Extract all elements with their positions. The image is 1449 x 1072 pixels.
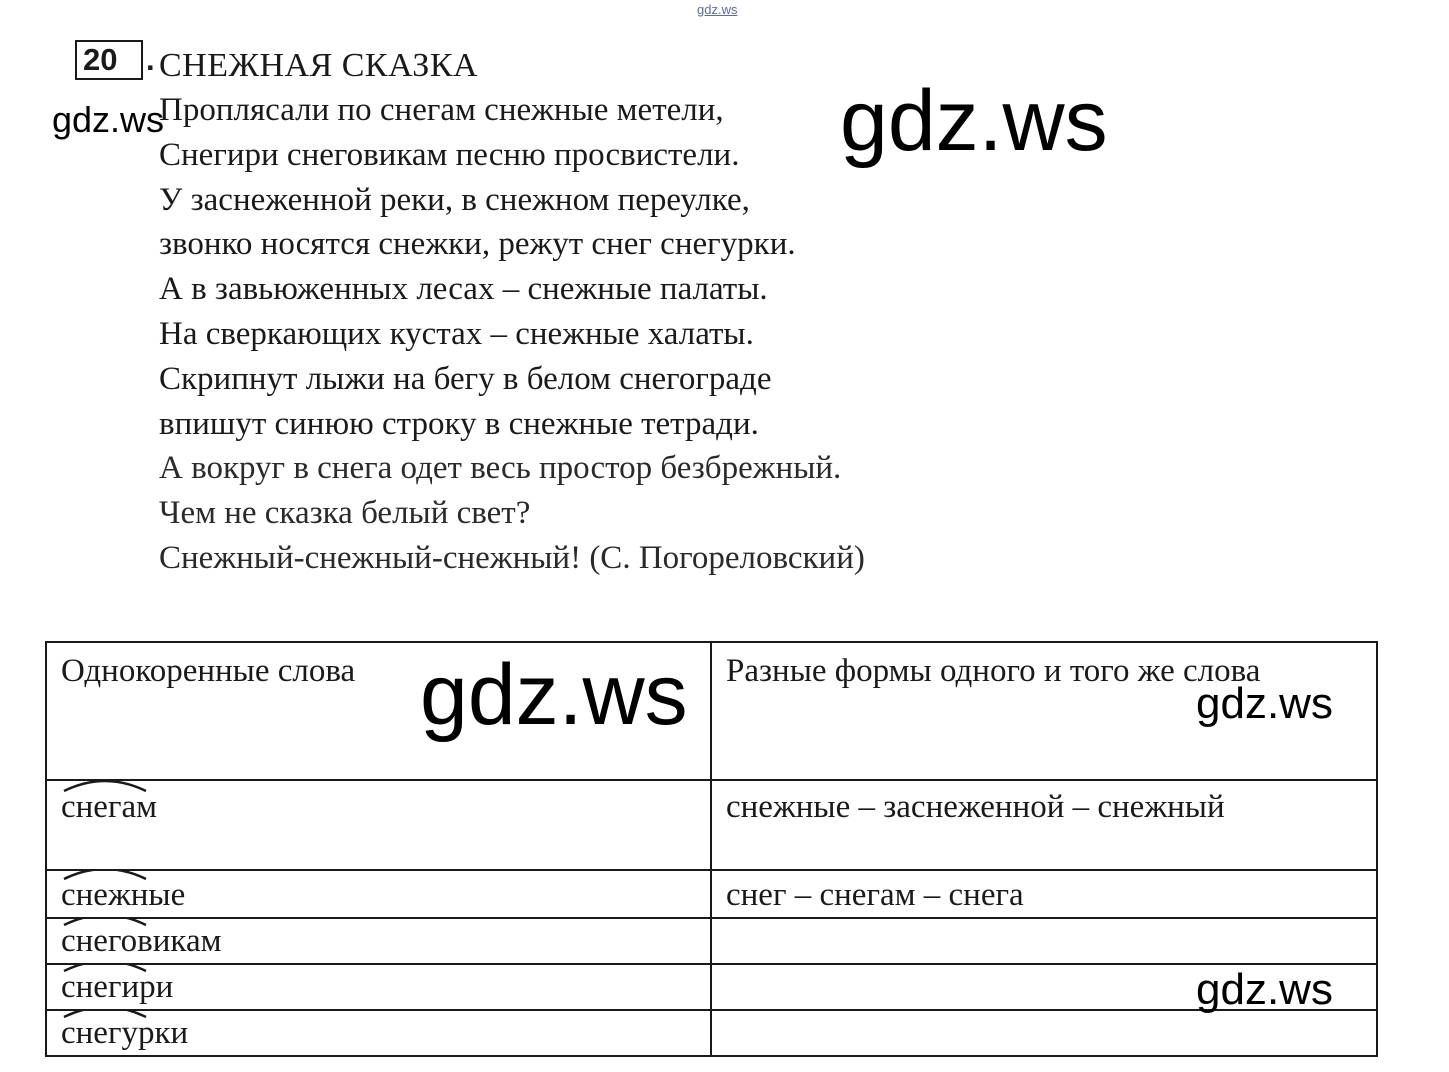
word-table xyxy=(45,641,1378,1057)
table-row xyxy=(46,1010,1377,1056)
cell-text xyxy=(711,918,1377,964)
root-arc-icon xyxy=(61,964,149,973)
poem-line: А в завьюженных лесах – снежные палаты. xyxy=(159,271,768,308)
root-arc-icon xyxy=(61,870,149,881)
root-marked-word xyxy=(61,919,221,963)
table-row xyxy=(46,918,1377,964)
root-marked-word xyxy=(61,965,173,1009)
watermark: gdz.ws xyxy=(420,647,688,743)
watermark: gdz.ws xyxy=(840,73,1108,169)
root-arc-icon xyxy=(61,918,149,927)
poem-line: У заснеженной реки, в снежном переулке, xyxy=(159,181,750,218)
header-word-forms: Разные формы одного и того же слова xyxy=(711,642,1377,780)
poem-line: Снежный-снежный-снежный! (С. Погореловский) xyxy=(159,539,865,576)
poem-line: Скрипнут лыжи на бегу в белом снегограде xyxy=(159,360,772,397)
cell-text: снегири xyxy=(61,969,174,1005)
cell-text: снегам xyxy=(61,789,158,825)
poem xyxy=(159,88,865,581)
watermark: gdz.ws xyxy=(1196,965,1333,1014)
table-header-row xyxy=(46,642,1377,780)
watermark: gdz.ws xyxy=(52,99,165,140)
table-row xyxy=(46,964,1377,1010)
root-arc-icon xyxy=(61,1010,149,1019)
header-same-root: Однокоренные слова xyxy=(46,642,711,780)
root-marked-word xyxy=(61,1011,188,1055)
watermark: gdz.ws xyxy=(1196,679,1333,728)
poem-line: На сверкающих кустах – снежные халаты. xyxy=(159,315,754,352)
table-row xyxy=(46,780,1377,870)
top-watermark: gdz.ws xyxy=(697,2,738,17)
cell-text xyxy=(711,1010,1377,1056)
exercise-number-suffix: . xyxy=(146,42,155,77)
poem-line: впишут синюю строку в снежные тетради. xyxy=(159,405,759,442)
table-row xyxy=(46,870,1377,918)
root-marked-word xyxy=(61,873,185,917)
poem-line: Чем не сказка белый свет? xyxy=(159,495,531,532)
exercise-number: 20 xyxy=(75,40,143,80)
poem-line: А вокруг в снега одет весь простор безбрежный. xyxy=(159,450,842,487)
cell-text: снег – снегам – снега xyxy=(711,870,1377,918)
cell-text: снежные xyxy=(61,877,186,913)
poem-title: СНЕЖНАЯ СКАЗКА xyxy=(159,47,479,84)
poem-line: звонко носятся снежки, режут снег снегурки. xyxy=(159,226,796,263)
poem-line: Проплясали по снегам снежные метели, xyxy=(159,92,724,128)
cell-text: снежные – заснеженной – снежный xyxy=(711,780,1377,870)
cell-text: снегурки xyxy=(61,1015,189,1051)
poem-line: Снегири снеговикам песню просвистели. xyxy=(159,136,740,173)
root-arc-icon xyxy=(61,780,149,793)
root-marked-word xyxy=(61,785,157,829)
cell-text: снеговикам xyxy=(61,923,222,959)
